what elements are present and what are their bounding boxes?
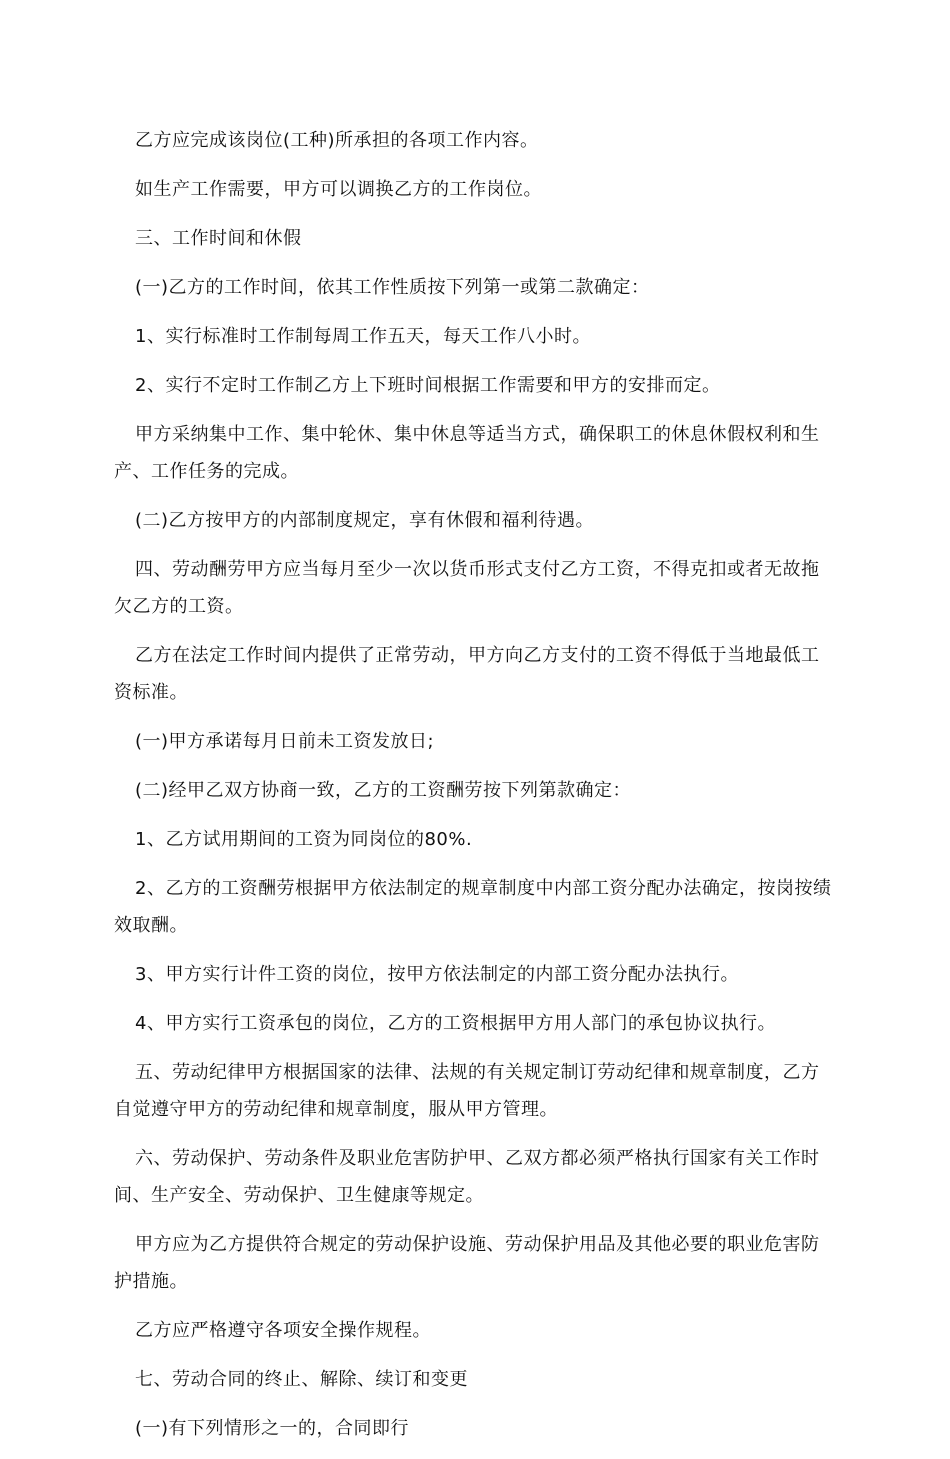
paragraph-work-time: (一)乙方的工作时间，依其工作性质按下列第一或第二款确定： (135, 277, 650, 298)
paragraph-wage-agreement: (二)经甲乙双方协商一致，乙方的工资酬劳按下列第款确定： (135, 780, 632, 801)
paragraph-flexible-hours: 2、实行不定时工作制乙方上下班时间根据工作需要和甲方的安排而定。 (135, 375, 721, 396)
paragraph-wage-distribution: 2、乙方的工资酬劳根据甲方依法制定的规章制度中内部工资分配办法确定，按岗按绩效取酬。 (114, 878, 832, 936)
paragraph-probation-wage: 1、乙方试用期间的工资为同岗位的80%. (135, 829, 473, 850)
paragraph-protection-facilities: 甲方应为乙方提供符合规定的劳动保护设施、劳动保护用品及其他必要的职业危害防护措施。 (114, 1234, 820, 1292)
paragraph-minimum-wage: 乙方在法定工作时间内提供了正常劳动，甲方向乙方支付的工资不得低于当地最低工资标准。 (114, 645, 820, 703)
paragraph-leave-benefits: (二)乙方按甲方的内部制度规定，享有休假和福利待遇。 (135, 510, 595, 531)
paragraph-duties: 乙方应完成该岗位(工种)所承担的各项工作内容。 (135, 130, 539, 151)
section-heading-protection: 六、劳动保护、劳动条件及职业危害防护甲、乙双方都必须严格执行国家有关工作时间、生产安全、劳动保护、卫生健康等规定。 (114, 1148, 820, 1206)
section-heading-remuneration: 四、劳动酬劳甲方应当每月至少一次以货币形式支付乙方工资，不得克扣或者无故拖欠乙方的工资。 (114, 559, 820, 617)
paragraph-rest-rights: 甲方采纳集中工作、集中轮休、集中休息等适当方式，确保职工的休息休假权利和生产、工作任务的完成。 (114, 424, 820, 482)
paragraph-safety-rules: 乙方应严格遵守各项安全操作规程。 (135, 1320, 431, 1341)
paragraph-piecework: 3、甲方实行计件工资的岗位，按甲方依法制定的内部工资分配办法执行。 (135, 964, 739, 985)
section-heading-discipline: 五、劳动纪律甲方根据国家的法律、法规的有关规定制订劳动纪律和规章制度，乙方自觉遵守甲方的劳动纪律和规章制度，服从甲方管理。 (114, 1062, 820, 1120)
document-body (114, 122, 836, 1459)
section-heading-contract-termination: 七、劳动合同的终止、解除、续订和变更 (135, 1369, 468, 1390)
section-heading-work-hours: 三、工作时间和休假 (135, 228, 302, 249)
paragraph-contract-wage: 4、甲方实行工资承包的岗位，乙方的工资根据甲方用人部门的承包协议执行。 (135, 1013, 776, 1034)
paragraph-termination-conditions: (一)有下列情形之一的，合同即行 (135, 1418, 410, 1439)
paragraph-job-transfer: 如生产工作需要，甲方可以调换乙方的工作岗位。 (135, 179, 542, 200)
paragraph-standard-hours: 1、实行标准时工作制每周工作五天，每天工作八小时。 (135, 326, 591, 347)
paragraph-payday: (一)甲方承诺每月日前未工资发放日; (135, 731, 435, 752)
